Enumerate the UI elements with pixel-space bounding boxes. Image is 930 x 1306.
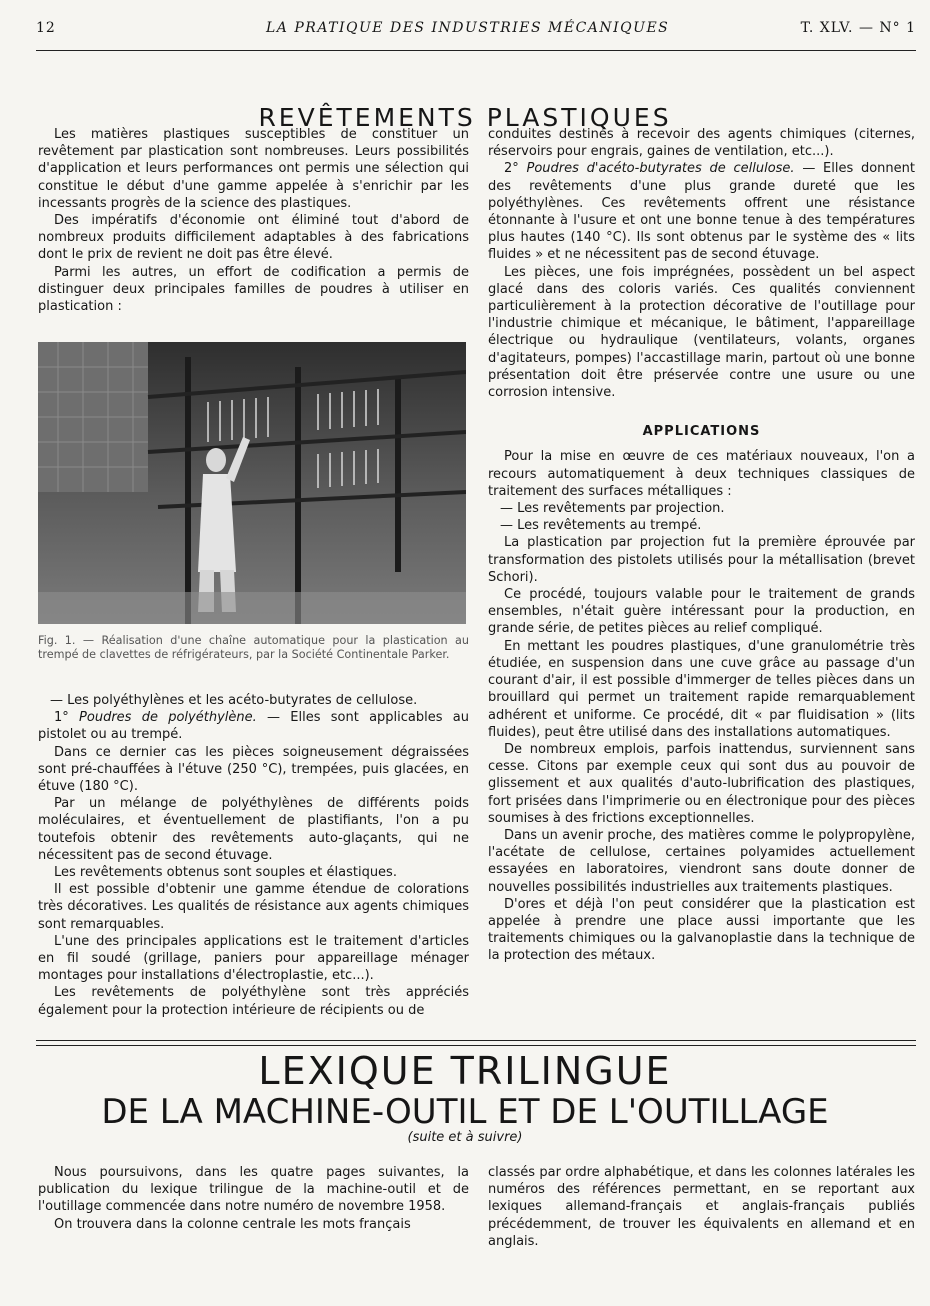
section-rule <box>36 1040 916 1046</box>
left-column-top <box>38 126 469 315</box>
list-item: — Les polyéthylènes et les acéto-butyrates de cellulose. <box>50 693 418 708</box>
issue-number: T. XLV. — N° 1 <box>800 20 916 36</box>
section-polyethylene <box>38 709 469 743</box>
paragraph: La plastication par projection fut la première éprouvée par transformation des pistolets utilisés pour la métallisation (brevet Schori). <box>488 535 915 585</box>
paragraph: conduites destinés à recevoir des agents chimiques (citernes, réservoirs pour engrais, gaines de ventilation, etc...). <box>488 127 915 160</box>
paragraph: De nombreux emplois, parfois inattendus, surviennent sans cesse. Citons par exemple ceux qui sont dus au pouvoir de glissement et aux qualités d'auto-lubrification des plastiques, fort prisées dans l'imprimerie ou en électronique pour des pièces soumises à des frictions exceptionnelles. <box>488 741 915 826</box>
article-title: REVÊTEMENTS PLASTIQUES <box>258 102 672 132</box>
section-text: — Elles donnent des revêtements d'une plus grande dureté que les polyéthylènes. Ces revêtements offrent une résistance étonnante à l'usure et ont une bonne tenue à des températures plus hautes (140 °C). Ils sont obtenus par le système des « lits fluides » et ne nécessitent pas de second étuvage. <box>488 161 915 263</box>
lexique-left-column <box>38 1164 469 1233</box>
running-header <box>36 18 916 40</box>
list-item: — Les revêtements au trempé. <box>500 518 702 534</box>
section-title: Poudres de polyéthylène. <box>79 710 257 726</box>
factory-photo-illustration <box>38 342 466 624</box>
paragraph: Les revêtements obtenus sont souples et élastiques. <box>54 865 397 881</box>
paragraph: Les matières plastiques susceptibles de constituer un revêtement par plastication sont nombreuses. Leurs possibilités d'application et leurs performances ont permis une sélection qui constitue le début d'une gamme appelée à s'enrichir par les incessants progrès de la science des plastiques. <box>38 127 469 211</box>
paragraph: Parmi les autres, un effort de codification a permis de distinguer deux principales familles de poudres à utiliser en plastication : <box>38 264 469 315</box>
list-item: — Les revêtements par projection. <box>500 501 725 517</box>
section-aceto-butyrates <box>488 160 915 263</box>
paragraph: Les pièces, une fois imprégnées, possèdent un bel aspect glacé dans des coloris variés. Ces qualités conviennent particulièrement à la protection décorative de l'outillage pour l'industrie chimique et mécanique, le bâtiment, l'appareillage électrique ou hydraulique (ventilateurs, volants, organes d'agitateurs, pompes) l'accastillage marin, partout où une bonne présentation doit être préservée contre une usure ou une corrosion intensive. <box>488 264 915 401</box>
paragraph: Dans un avenir proche, des matières comme le polypropylène, l'acétate de cellulose, certaines polyamides actuellement essayées en laboratoires, viendront sans doute donner de nouvelles possibilités industrielles aux traitements plastiques. <box>488 827 915 895</box>
paragraph: L'une des principales applications est le traitement d'articles en fil soudé (grillage, paniers pour appareillage ménager montages pour installations d'électroplastie, etc...). <box>38 933 469 984</box>
section-number: 2° <box>504 161 519 177</box>
figure-photo <box>38 342 466 624</box>
page-number: 12 <box>36 20 56 36</box>
paragraph: On trouvera dans la colonne centrale les mots français <box>54 1216 411 1232</box>
figure-caption: Fig. 1. — Réalisation d'une chaîne automatique pour la plastication au trempé de clavettes de réfrigérateurs, par la Société Continentale Parker. <box>38 634 469 661</box>
section-number: 1° <box>54 710 69 726</box>
section-text: — Elles sont applicables au pistolet ou au trempé. <box>38 710 469 743</box>
paragraph: Dans ce dernier cas les pièces soigneusement dégraissées sont pré-chauffées à l'étuve (250 °C), trempées, puis glacées, en étuve (180 °C). <box>38 744 469 795</box>
paragraph: Pour la mise en œuvre de ces matériaux nouveaux, l'on a recours automatiquement à deux techniques classiques de traitement des surfaces métalliques : <box>488 449 915 499</box>
paragraph: Il est possible d'obtenir une gamme étendue de colorations très décoratives. Les qualités de résistance aux agents chimiques sont remarquables. <box>38 882 469 932</box>
section-title: Poudres d'acéto-butyrates de cellulose. <box>526 161 795 177</box>
lexique-right-column <box>488 1164 915 1250</box>
applications-heading: APPLICATIONS <box>642 424 761 440</box>
paragraph: D'ores et déjà l'on peut considérer que la plastication est appelée à prendre une place aussi importante que les traitements chimiques ou la galvanoplastie dans la technique de la protection des métaux. <box>488 896 915 964</box>
paragraph: Nous poursuivons, dans les quatre pages suivantes, la publication du lexique trilingue de la machine-outil et de l'outillage commencée dans notre numéro de novembre 1958. <box>38 1165 469 1215</box>
paragraph: En mettant les poudres plastiques, d'une granulométrie très étudiée, en suspension dans une cuve grâce au passage d'un courant d'air, il est possible d'immerger de telles pièces dans un brouillard qui permet un traitement rapide remarquablement adhérent et uniforme. Ce procédé, dit « par fluidisation » (lits fluides), peut être utilisé dans des installations automatiques. <box>488 638 915 740</box>
lexique-subtitle: (suite et à suivre) <box>407 1130 523 1145</box>
lexique-title-line2: DE LA MACHINE-OUTIL ET DE L'OUTILLAGE <box>101 1092 829 1132</box>
left-column-bottom <box>38 692 469 1019</box>
paragraph: Des impératifs d'économie ont éliminé tout d'abord de nombreux produits difficilement adaptables à des fabrications dont le prix de revient ne doit pas être élevé. <box>38 213 469 263</box>
lexique-title-line1: LEXIQUE TRILINGUE <box>258 1049 672 1093</box>
paragraph: Par un mélange de polyéthylènes de différents poids moléculaires, et éventuellement de plastifiants, l'on a pu toutefois obtenir des revêtements auto-glaçants, qui ne nécessitent pas de second étuvage. <box>38 796 469 863</box>
right-column <box>488 126 915 965</box>
header-rule <box>36 50 916 51</box>
paragraph: classés par ordre alphabétique, et dans les colonnes latérales les numéros des références permettant, en se reportant aux lexiques allemand-français et anglais-français publiés précédemment, de trouver les équivalents en allemand et en anglais. <box>488 1165 915 1249</box>
journal-title: LA PRATIQUE DES INDUSTRIES MÉCANIQUES <box>266 20 670 36</box>
paragraph: Les revêtements de polyéthylène sont très appréciés également pour la protection intérieure de récipients ou de <box>38 985 469 1018</box>
paragraph: Ce procédé, toujours valable pour le traitement de grands ensembles, n'était guère intéressant pour la production, en grande série, de petites pièces au relief compliqué. <box>488 587 915 637</box>
